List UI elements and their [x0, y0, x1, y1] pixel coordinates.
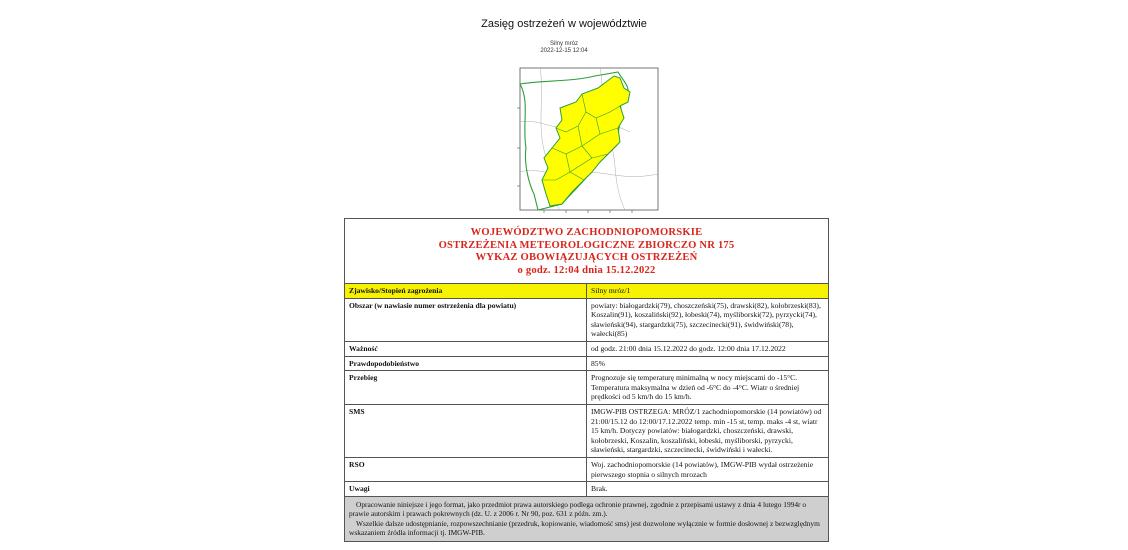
- warning-map-svg: [500, 62, 670, 222]
- row-label-validity: Ważność: [345, 341, 587, 356]
- table-row: [345, 482, 829, 497]
- table-row: [345, 356, 829, 371]
- table-row: [345, 298, 829, 341]
- row-value-sms: IMGW-PIB OSTRZEGA: MRÓZ/1 zachodniopomorskie (14 powiatów) od 21:00/15.12 do 12:00/17.12.2022 temp. min -15 st, temp. maks -4 st, wiatr 15 km/h. Dotyczy powiatów: białogardzki, choszczeński, drawski, kołobrzeski, Koszalin, koszaliński, łobeski, myśliborski, pyrzycki, sławieński, stargardzki, szczecinecki, świdwiński i wałecki.: [587, 404, 829, 457]
- row-label-remarks: Uwagi: [345, 482, 587, 497]
- header-list-title: WYKAZ OBOWIĄZUJĄCYCH OSTRZEŻEŃ: [475, 252, 698, 263]
- table-footer-row: [345, 496, 829, 541]
- row-value-course: Prognozuje się temperaturę minimalną w nocy miejscami do -15°C. Temperatura maksymalna w dzień od -6°C do -4°C. Wiatr o średniej prędkości od 5 km/h do 15 km/h.: [587, 371, 829, 405]
- table-header-row: [345, 219, 829, 284]
- map-title: Zasięg ostrzeżeń w województwie: [481, 18, 647, 30]
- table-row: [345, 457, 829, 481]
- copyright-paragraph-2: Wszelkie dalsze udostępnianie, rozpowszechnianie (przedruk, kopiowanie, wiadomość sms) jest dozwolone wyłącznie w formie dosłownej z bezwzględnym wskazaniem źródła informacji tj. IMGW-PIB.: [349, 518, 820, 538]
- row-label-area: Obszar (w nawiasie numer ostrzeżenia dla powiatu): [345, 298, 587, 341]
- warnings-table: [344, 218, 829, 542]
- table-row: [345, 404, 829, 457]
- copyright-paragraph-1: Opracowanie niniejsze i jego format, jako przedmiot prawa autorskiego podlega ochronie prawnej, zgodnie z przepisami ustawy z dnia 4 lutego 1994r o prawie autorskim i prawach pokrewnych (dz. U. z 2006 r. Nr 90, poz. 631 z późn. zm.).: [349, 499, 807, 519]
- header-voivodeship: WOJEWÓDZTWO ZACHODNIOPOMORSKIE: [470, 227, 703, 238]
- table-row: [345, 371, 829, 405]
- row-value-probability: 85%: [587, 356, 829, 371]
- map-phenomenon: Silny mróz: [549, 41, 578, 47]
- row-label-probability: Prawdopodobieństwo: [345, 356, 587, 371]
- row-value-validity: od godz. 21:00 dnia 15.12.2022 do godz. 12:00 dnia 17.12.2022: [587, 341, 829, 356]
- row-value-area: powiaty: białogardzki(79), choszczeński(75), drawski(82), kołobrzeski(83), Koszalin(91), koszaliński(92), łobeski(74), myśliborski(72), pyrzycki(74), sławieński(94), stargardzki(75), szczecinecki(91), świdwiński(78), wałecki(85): [587, 298, 829, 341]
- copyright-notice: [345, 496, 829, 541]
- table-row: [345, 341, 829, 356]
- row-value-phenomenon: Silny mróz/1: [587, 284, 829, 299]
- warning-map: [500, 62, 670, 222]
- table-header: [345, 219, 829, 284]
- map-datetime: 2022-12-15 12:04: [540, 48, 588, 54]
- table-row: [345, 284, 829, 299]
- row-label-rso: RSO: [345, 457, 587, 481]
- row-label-course: Przebieg: [345, 371, 587, 405]
- header-warning-number: OSTRZEŻENIA METEOROLOGICZNE ZBIORCZO NR 175: [438, 239, 735, 251]
- row-label-phenomenon: Zjawisko/Stopień zagrożenia: [345, 284, 587, 299]
- row-value-remarks: Brak.: [587, 482, 829, 497]
- header-issue-time: o godz. 12:04 dnia 15.12.2022: [517, 264, 656, 276]
- row-label-sms: SMS: [345, 404, 587, 457]
- row-value-rso: Woj. zachodniopomorskie (14 powiatów), IMGW-PIB wydał ostrzeżenie pierwszego stopnia o silnych mrozach: [587, 457, 829, 481]
